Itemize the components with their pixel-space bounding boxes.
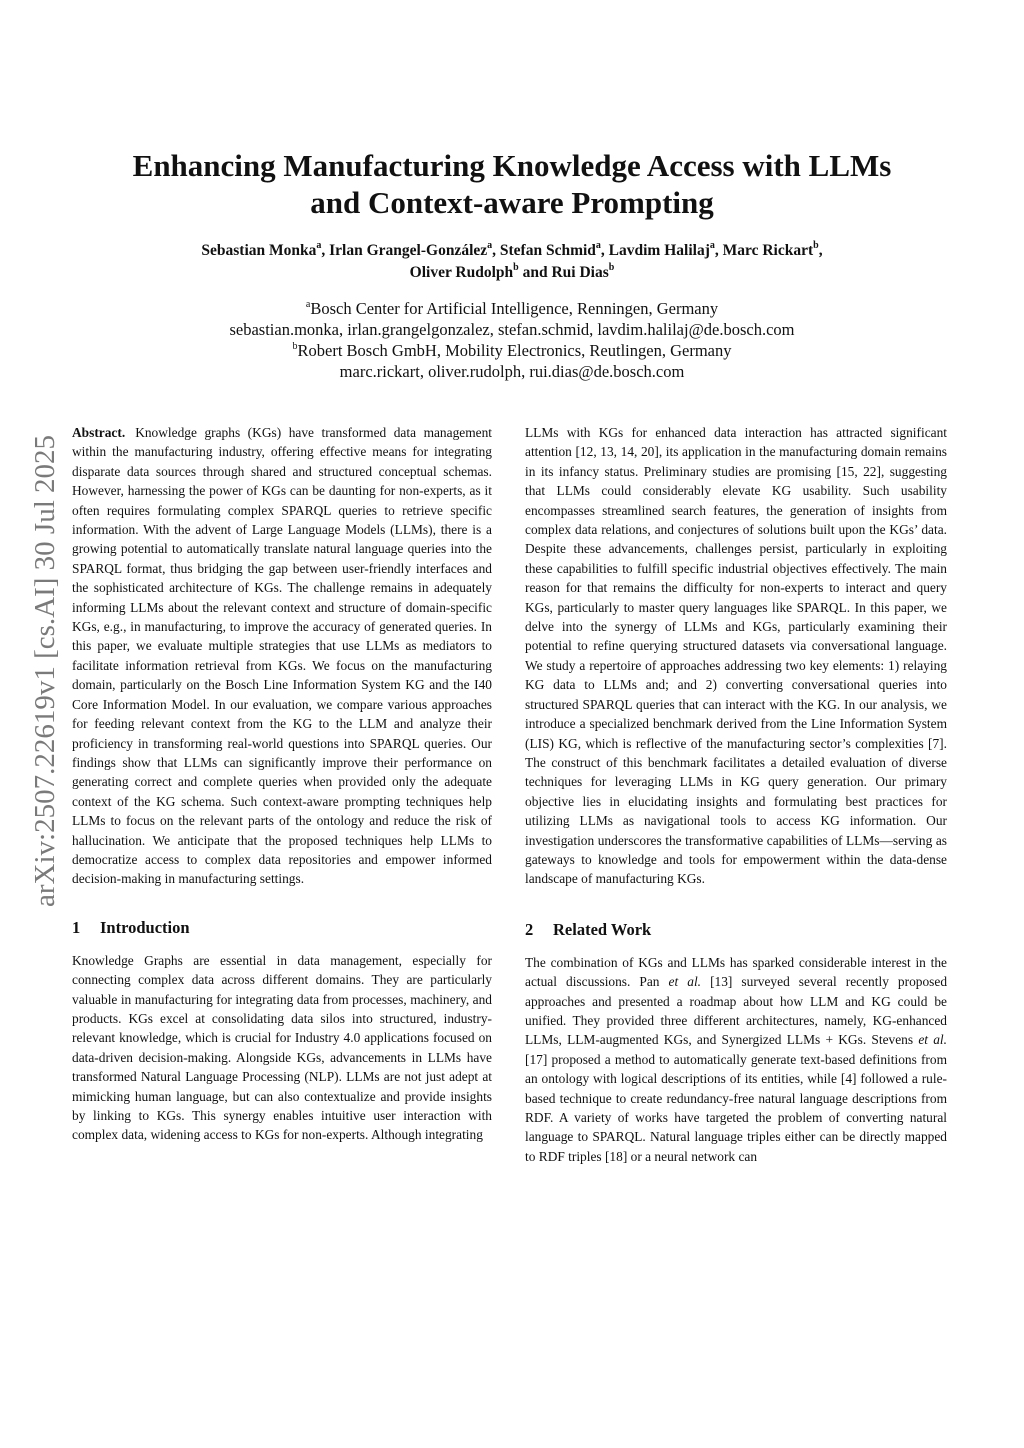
title-line-1: Enhancing Manufacturing Knowledge Access with LLMs <box>132 148 892 183</box>
affiliation-emails: sebastian.monka, irlan.grangelgonzalez, stefan.schmid, lavdim.halilaj@de.bosch.com <box>229 320 795 339</box>
paper-title <box>60 147 964 221</box>
title-line-2: and Context-aware Prompting <box>310 185 714 220</box>
author: Marc Rickart$^b$, <box>722 239 823 259</box>
right-column <box>525 423 947 1166</box>
author: Irlan Grangel-González$^a$, <box>329 239 500 259</box>
author: Sebastian Monka$^a$, <box>201 239 330 259</box>
author: Lavdim Halilaj$^a$, <box>608 239 723 259</box>
abstract-text: Knowledge graphs (KGs) have transformed data management within the manufacturing industry, offering effective means for integrating disparate data sources through shared and structured conceptual schemas. However, harnessing the power of KGs can be daunting for non-experts, as it often requires formulating complex SPARQL queries to retrieve specific information. With the advent of Large Language Models (LLMs), there is a growing potential to automatically translate natural language queries into the SPARQL format, thus bridging the gap between user-friendly interfaces and the sophisticated architecture of KGs. The challenge remains in adequately informing LLMs about the relevant context and structure of domain-specific KGs, e.g., in manufacturing, to improve the accuracy of generated queries. In this paper, we evaluate multiple strategies that use LLMs as mediators to facilitate information retrieval from KGs. We focus on the manufacturing domain, particularly on the Bosch Line Information System KG and the I40 Core Information Model. In our evaluation, we compare various approaches for feeding relevant context from the KG to the LLM and analyze their proficiency in transforming real-world questions into SPARQL queries. Our findings show that LLMs can significantly improve their performance on generating correct and complete queries when provided only the adequate context of the KG schema. Such context-aware prompting techniques help LLMs to focus on the relevant parts of the ontology and reduce the risk of hallucination. We anticipate that the proposed techniques help LLMs to democratize access to complex data repositories and empower informed decision-making in manufacturing settings. <box>72 425 492 887</box>
section-heading-related-work: 2 Related Work <box>525 919 652 939</box>
arxiv-identifier: arXiv:2507.22619v1 [cs.AI] 30 Jul 2025 <box>29 435 61 908</box>
affiliation-line: $^a$Bosch Center for Artificial Intelligence, Renningen, Germany <box>305 298 719 318</box>
author: Stefan Schmid$^a$, <box>499 239 609 259</box>
left-column <box>72 423 492 1145</box>
introduction-text: Knowledge Graphs are essential in data management, especially for connecting complex data across different domains. They are particularly valuable in manufacturing for integrating data from processes, machinery, and products. KGs excel at consolidating data silos into structured, industry-relevant knowledge, which is crucial for Industry 4.0 applications focused on data-driven decision-making. Alongside KGs, advancements in LLMs have transformed Natural Language Processing (NLP). LLMs are not just adept at mimicking human language, but can also contextualize and provide insights by linking to KGs. This synergy enables intuitive user interaction with complex data, widening access to KGs for non-experts. Although integrating <box>72 952 492 1143</box>
author: Oliver Rudolph$^b$ and <box>409 261 552 281</box>
section-heading-introduction: 1 Introduction <box>72 917 190 937</box>
abstract <box>72 423 492 889</box>
related-work-text: The combination of KGs and LLMs has sparked considerable interest in the actual discussions. Pan et al. [13] surveyed several recently proposed approaches and presented a roadmap about how LLM and KG could be unified. They provided three different architectures, namely, KG-enhanced LLMs, LLM-augmented KGs, and Synergized LLMs + KGs. Stevens et al. [17] proposed a method to automatically generate text-based definitions from an ontology with logical descriptions of its entities, while [4] followed a rule-based technique to create redundancy-free natural language descriptions from RDF. A variety of works have targeted the problem of converting natural language to SPARQL. Natural language triples either can be directly mapped to RDF triples [18] or a neural network can <box>525 954 948 1164</box>
affiliations <box>60 298 964 382</box>
author-list <box>60 240 964 284</box>
abstract-label: Abstract. <box>72 425 126 440</box>
author: Rui Dias$^b$ <box>551 261 615 281</box>
affiliation-emails: marc.rickart, oliver.rudolph, rui.dias@de.bosch.com <box>339 362 685 381</box>
introduction-continued-text: LLMs with KGs for enhanced data interaction has attracted significant attention [12, 13, 14, 20], its application in the manufacturing domain remains in its infancy status. Preliminary studies are promising [15, 22], suggesting that LLMs could considerably elevate KG usability. Such usability encompasses streamlined search features, the generation of insights from complex data relations, and conjectures of solutions built upon the KGs’ data. Despite these advancements, challenges persist, particularly in exploiting these capabilities to fulfill specific industrial objectives effectively. The main reason for that remains the difficulty for non-experts to interact and query KGs, particularly to master query languages like SPARQL. In this paper, we delve into the synergy of LLMs and KGs, particularly examining their potential to refine querying structured datasets via conversational language. We study a repertoire of approaches addressing two key elements: 1) relaying KG data to LLMs and; and 2) converting conversational queries into structured SPARQL queries that can interact with the KG. In our analysis, we introduce a specialized benchmark derived from the Line Information System (LIS) KG, which is reflective of the manufacturing sector’s complexities [7]. The construct of this benchmark facilitates a detailed evaluation of diverse techniques for leveraging LLMs in KG query generation. Our primary objective lies in elucidating insights and formulating best practices for utilizing LLMs as navigational tools to access KG information. Our investigation underscores the transformative capabilities of LLMs—serving as gateways to knowledge and tools for empowerment within the data-dense landscape of manufacturing KGs. <box>525 425 947 887</box>
affiliation-line: $^b$Robert Bosch GmbH, Mobility Electronics, Reutlingen, Germany <box>292 340 732 360</box>
